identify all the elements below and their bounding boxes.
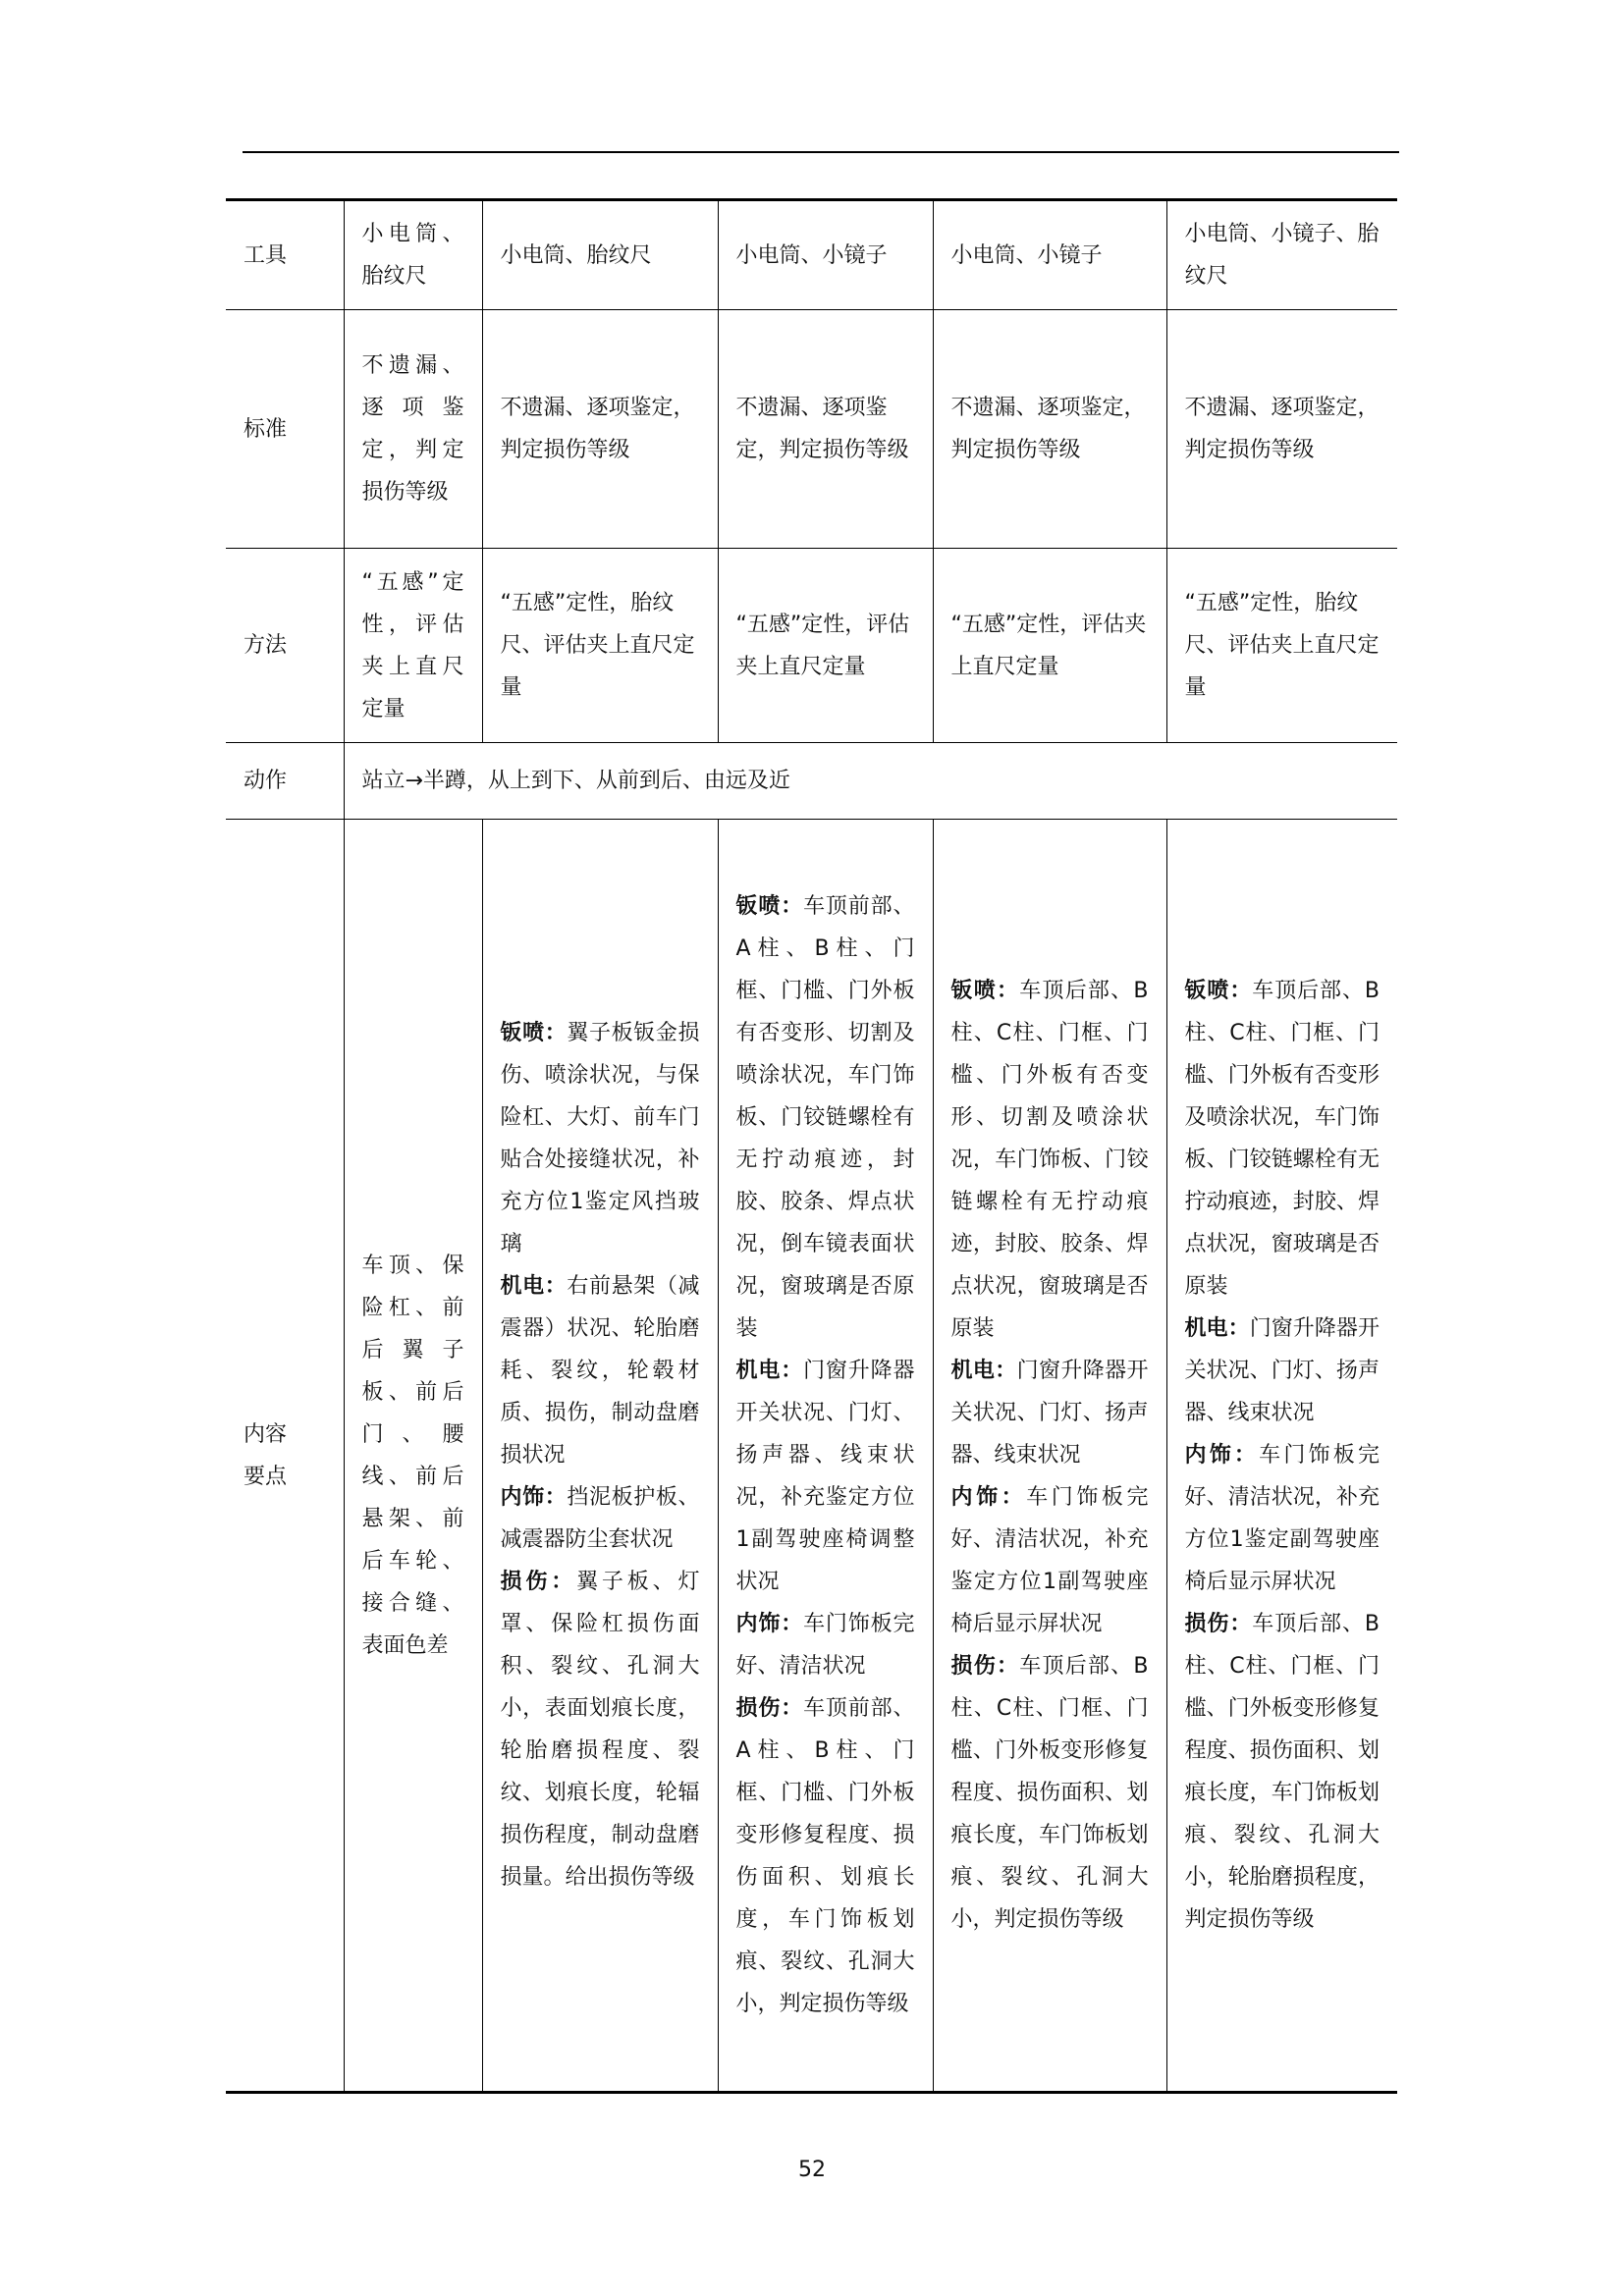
- content4-interior-text: 车门饰板完好、清洁状况，补充鉴定方位1副驾驶座椅后显示屏状况: [950, 1485, 1149, 1636]
- content-cell-3: [718, 820, 933, 2093]
- standard-cell-2: 不遗漏、逐项鉴定，判定损伤等级: [482, 310, 718, 549]
- content5-sheet-paint-text: 车顶后部、B柱、C柱、门框、门槛、门外板有否变形及喷涂状况，车门饰板、门铰链螺栓有无拧动痕迹，封胶、焊点状况，窗玻璃是否原装: [1184, 979, 1380, 1299]
- content5-sheet-paint: [1185, 970, 1380, 1308]
- content2-sheet-paint: [501, 1012, 700, 1265]
- row-label-action: 动作: [226, 743, 344, 820]
- content3-damage-text: 车顶前部、A柱、B柱、门框、门槛、门外板变形修复程度、损伤面积、划痕长度，车门饰板划痕、裂纹、孔洞大小，判定损伤等级: [735, 1696, 915, 2016]
- content-label-text: 内容要点: [244, 1421, 288, 1489]
- row-method: [226, 549, 1397, 743]
- content4-sheet-paint-title: 钣喷：: [950, 979, 1020, 1003]
- content5-interior: [1185, 1434, 1380, 1603]
- content4-damage-text: 车顶后部、B柱、C柱、门框、门槛、门外板变形修复程度、损伤面积、划痕长度，车门饰板划痕、裂纹、孔洞大小，判定损伤等级: [950, 1654, 1149, 1932]
- content2-interior-title: 内饰：: [500, 1485, 568, 1510]
- content2-interior-text: 挡泥板护板、减震器防尘套状况: [500, 1485, 700, 1552]
- content4-damage-title: 损伤：: [950, 1654, 1020, 1679]
- tools-cell-5: 小电筒、小镜子、胎纹尺: [1166, 200, 1397, 310]
- content4-sheet-paint: [951, 970, 1149, 1350]
- content3-interior: [736, 1603, 915, 1687]
- content3-sheet-paint: [736, 885, 915, 1350]
- method-cell-4: “五感”定性，评估夹上直尺定量: [933, 549, 1166, 743]
- content5-interior-title: 内饰：: [1184, 1443, 1260, 1468]
- content2-damage: [501, 1561, 700, 1898]
- content3-mechanical-title: 机电：: [735, 1359, 804, 1383]
- content5-damage: [1185, 1603, 1380, 1941]
- standard-cell-1: 不遗漏、逐项鉴定，判定损伤等级: [344, 310, 482, 549]
- content5-mechanical: [1185, 1308, 1380, 1434]
- content3-sheet-paint-title: 钣喷：: [735, 894, 804, 919]
- content4-damage: [951, 1645, 1149, 1941]
- header-rule: [243, 151, 1399, 153]
- content5-mechanical-text: 门窗升降器开关状况、门灯、扬声器、线束状况: [1184, 1316, 1380, 1425]
- content4-mechanical-text: 门窗升降器开关状况、门灯、扬声器、线束状况: [950, 1359, 1149, 1468]
- content2-sheet-paint-title: 钣喷：: [500, 1021, 568, 1045]
- page-number: 52: [798, 2158, 826, 2182]
- tools-cell-3: 小电筒、小镜子: [718, 200, 933, 310]
- content5-sheet-paint-title: 钣喷：: [1184, 979, 1253, 1003]
- content4-sheet-paint-text: 车顶后部、B柱、C柱、门框、门槛、门外板有否变形、切割及喷涂状况，车门饰板、门铰链螺栓有无拧动痕迹，封胶、胶条、焊点状况，窗玻璃是否原装: [950, 979, 1149, 1341]
- content-cell-2: [482, 820, 718, 2093]
- row-label-standard: 标准: [226, 310, 344, 549]
- content5-damage-text: 车顶后部、B柱、C柱、门框、门槛、门外板变形修复程度、损伤面积、划痕长度，车门饰板划痕、裂纹、孔洞大小，轮胎磨损程度，判定损伤等级: [1184, 1612, 1380, 1932]
- method-cell-5: “五感”定性，胎纹尺、评估夹上直尺定量: [1166, 549, 1397, 743]
- row-content: [226, 820, 1397, 2093]
- row-label-method: 方法: [226, 549, 344, 743]
- row-action: [226, 743, 1397, 820]
- method-cell-2: “五感”定性，胎纹尺、评估夹上直尺定量: [482, 549, 718, 743]
- content-cell-1: 车顶、保险杠、前后翼子板、前后门、腰线、前后悬架、前后车轮、接合缝、表面色差: [344, 820, 482, 2093]
- row-label-content: [226, 820, 344, 2093]
- content2-damage-text: 翼子板、灯罩、保险杠损伤面积、裂纹、孔洞大小，表面划痕长度，轮胎磨损程度、裂纹、划痕长度，轮辐损伤程度，制动盘磨损量。给出损伤等级: [500, 1570, 700, 1890]
- content2-mechanical-title: 机电：: [500, 1274, 568, 1299]
- row-label-tools: 工具: [226, 200, 344, 310]
- content-cell-4: [933, 820, 1166, 2093]
- standard-cell-3: 不遗漏、逐项鉴定，判定损伤等级: [718, 310, 933, 549]
- standard-cell-4: 不遗漏、逐项鉴定，判定损伤等级: [933, 310, 1166, 549]
- content2-sheet-paint-text: 翼子板钣金损伤、喷涂状况，与保险杠、大灯、前车门贴合处接缝状况，补充方位1鉴定风挡玻璃: [500, 1021, 700, 1256]
- content3-mechanical-text: 门窗升降器开关状况、门灯、扬声器、线束状况，补充鉴定方位1副驾驶座椅调整状况: [735, 1359, 915, 1594]
- content4-interior: [951, 1476, 1149, 1645]
- content2-mechanical: [501, 1265, 700, 1476]
- tools-cell-2: 小电筒、胎纹尺: [482, 200, 718, 310]
- content2-interior: [501, 1476, 700, 1561]
- action-text: 站立→半蹲，从上到下、从前到后、由远及近: [344, 743, 1397, 820]
- content4-mechanical-title: 机电：: [950, 1359, 1017, 1383]
- row-standard: [226, 310, 1397, 549]
- content3-damage: [736, 1687, 915, 2025]
- row-tools: [226, 200, 1397, 310]
- standard-cell-5: 不遗漏、逐项鉴定，判定损伤等级: [1166, 310, 1397, 549]
- content3-interior-title: 内饰：: [735, 1612, 804, 1636]
- content2-mechanical-text: 右前悬架（减震器）状况、轮胎磨耗、裂纹，轮毂材质、损伤，制动盘磨损状况: [500, 1274, 700, 1468]
- content5-interior-text: 车门饰板完好、清洁状况，补充方位1鉴定副驾驶座椅后显示屏状况: [1184, 1443, 1380, 1594]
- content5-damage-title: 损伤：: [1184, 1612, 1253, 1636]
- content-cell-5: [1166, 820, 1397, 2093]
- content3-interior-text: 车门饰板完好、清洁状况: [735, 1612, 915, 1679]
- tools-cell-1: 小电筒、胎纹尺: [344, 200, 482, 310]
- content3-sheet-paint-text: 车顶前部、A柱、B柱、门框、门槛、门外板有否变形、切割及喷涂状况，车门饰板、门铰链螺栓有无拧动痕迹，封胶、胶条、焊点状况，倒车镜表面状况，窗玻璃是否原装: [735, 894, 915, 1341]
- method-cell-3: “五感”定性，评估夹上直尺定量: [718, 549, 933, 743]
- content3-mechanical: [736, 1350, 915, 1603]
- content4-mechanical: [951, 1350, 1149, 1476]
- content3-damage-title: 损伤：: [735, 1696, 804, 1721]
- tools-cell-4: 小电筒、小镜子: [933, 200, 1166, 310]
- content5-mechanical-title: 机电：: [1184, 1316, 1250, 1341]
- content4-interior-title: 内饰：: [950, 1485, 1027, 1510]
- inspection-table: [226, 198, 1397, 2094]
- content2-damage-title: 损伤：: [500, 1570, 577, 1594]
- method-cell-1: “五感”定性，评估夹上直尺定量: [344, 549, 482, 743]
